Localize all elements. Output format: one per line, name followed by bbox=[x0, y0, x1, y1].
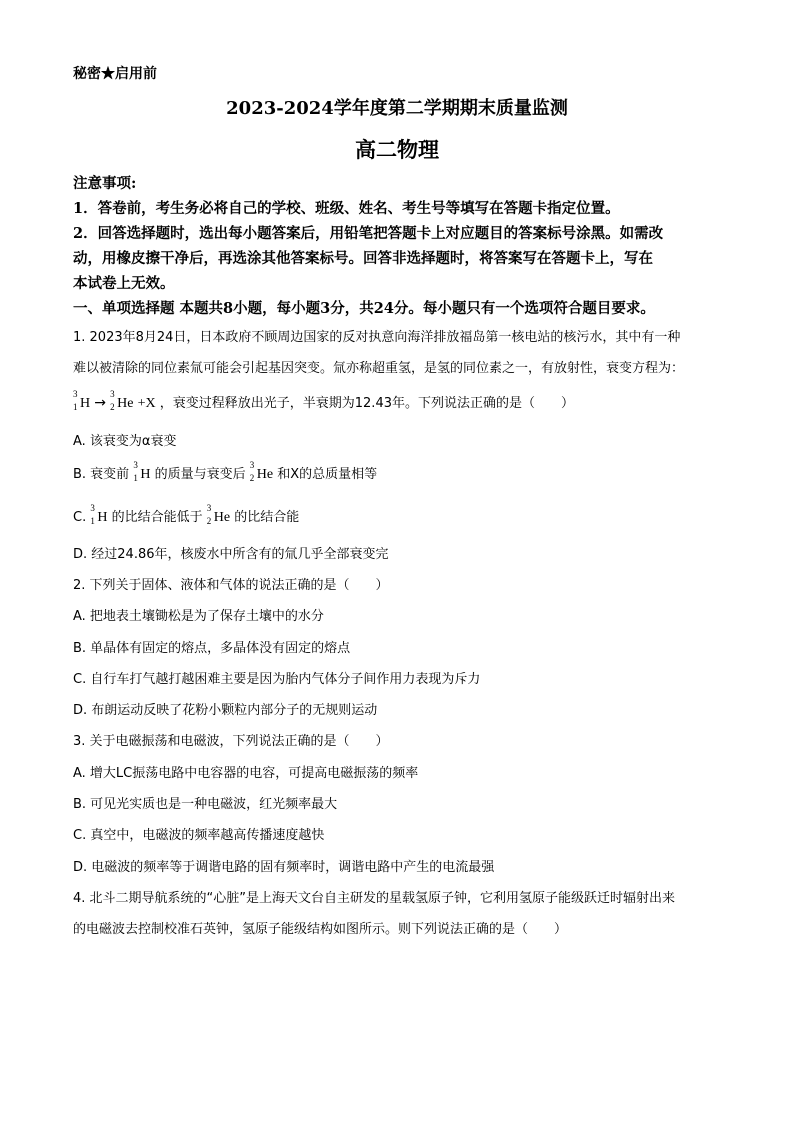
q1-stem-line-3 bbox=[73, 389, 574, 412]
q2-stem: 2. 下列关于固体、液体和气体的说法正确的是（ ） bbox=[73, 578, 389, 593]
decay-equation bbox=[73, 389, 156, 412]
q1-stem-line-1: 1. 2023年8月24日，日本政府不顾周边国家的反对执意向海洋排放福岛第一核电站的核污水，其中有一种 bbox=[73, 330, 681, 345]
tritium-nuclide: 3 1 H bbox=[73, 389, 91, 412]
q4-stem-line-2: 的电磁波去控制校准石英钟，氢原子能级结构如图所示。则下列说法正确的是（ ） bbox=[73, 922, 568, 937]
notice-line-2b: 动，用橡皮擦干净后，再选涂其他答案标号。回答非选择题时，将答案写在答题卡上，写在 bbox=[73, 250, 653, 267]
exam-title: 2023-2024学年度第二学期期末质量监测 bbox=[226, 98, 568, 119]
notice-line-1: 1．答卷前，考生务必将自己的学校、班级、姓名、考生号等填写在答题卡指定位置。 bbox=[73, 200, 620, 217]
q2-option-a: A. 把地表土壤锄松是为了保存土壤中的水分 bbox=[73, 609, 324, 624]
plus-x: +X bbox=[137, 396, 156, 411]
q2-option-d: D. 布朗运动反映了花粉小颗粒内部分子的无规则运动 bbox=[73, 703, 378, 718]
q1-stem-line-3-text: ，衰变过程释放出光子，半衰期为12.43年。下列说法正确的是（ ） bbox=[159, 396, 574, 411]
q3-option-a: A. 增大LC振荡电路中电容器的电容，可提高电磁振荡的频率 bbox=[73, 766, 419, 781]
q1-option-d: D. 经过24.86年，核废水中所含有的氚几乎全部衰变完 bbox=[73, 547, 389, 562]
q1-option-b: B. 衰变前 3 1 H 的质量与衰变后 3 2 He 和X的总质量相等 bbox=[73, 460, 378, 483]
confidential-mark: 秘密★启用前 bbox=[73, 66, 157, 82]
tritium-nuclide: 3 1 H bbox=[133, 460, 151, 483]
q1-option-a: A. 该衰变为α衰变 bbox=[73, 434, 177, 449]
q3-option-b: B. 可见光实质也是一种电磁波，红光频率最大 bbox=[73, 797, 338, 812]
q2-option-c: C. 自行车打气越打越困难主要是因为胎内气体分子间作用力表现为斥力 bbox=[73, 672, 481, 687]
q3-option-d: D. 电磁波的频率等于调谐电路的固有频率时，调谐电路中产生的电流最强 bbox=[73, 860, 495, 875]
q1-option-c: C. 3 1 H 的比结合能低于 3 2 He 的比结合能 bbox=[73, 503, 300, 526]
helium-nuclide: 3 2 He bbox=[110, 389, 134, 412]
q1-stem-line-2: 难以被清除的同位素氚可能会引起基因突变。氚亦称超重氢，是氢的同位素之一，有放射性，衰变方程为： bbox=[73, 361, 685, 376]
arrow-symbol: → bbox=[94, 395, 106, 411]
helium-nuclide: 3 2 He bbox=[206, 503, 231, 526]
q2-option-b: B. 单晶体有固定的熔点，多晶体没有固定的熔点 bbox=[73, 641, 351, 656]
notice-heading: 注意事项: bbox=[73, 175, 137, 192]
notice-line-2c: 本试卷上无效。 bbox=[73, 275, 175, 292]
helium-nuclide: 3 2 He bbox=[249, 460, 274, 483]
notice-line-2a: 2．回答选择题时，选出每小题答案后，用铅笔把答题卡上对应题目的答案标号涂黑。如需改 bbox=[73, 225, 664, 242]
q3-option-c: C. 真空中，电磁波的频率越高传播速度越快 bbox=[73, 828, 325, 843]
tritium-nuclide: 3 1 H bbox=[90, 503, 108, 526]
subject-title: 高二物理 bbox=[355, 137, 439, 162]
q3-stem: 3. 关于电磁振荡和电磁波，下列说法正确的是（ ） bbox=[73, 734, 389, 749]
section-1-heading: 一、单项选择题 本题共8小题，每小题3分，共24分。每小题只有一个选项符合题目要求。 bbox=[73, 300, 655, 317]
q4-stem-line-1: 4. 北斗二期导航系统的“心脏”是上海天文台自主研发的星载氢原子钟，它利用氢原子能级跃迁时辐射出来 bbox=[73, 891, 676, 906]
